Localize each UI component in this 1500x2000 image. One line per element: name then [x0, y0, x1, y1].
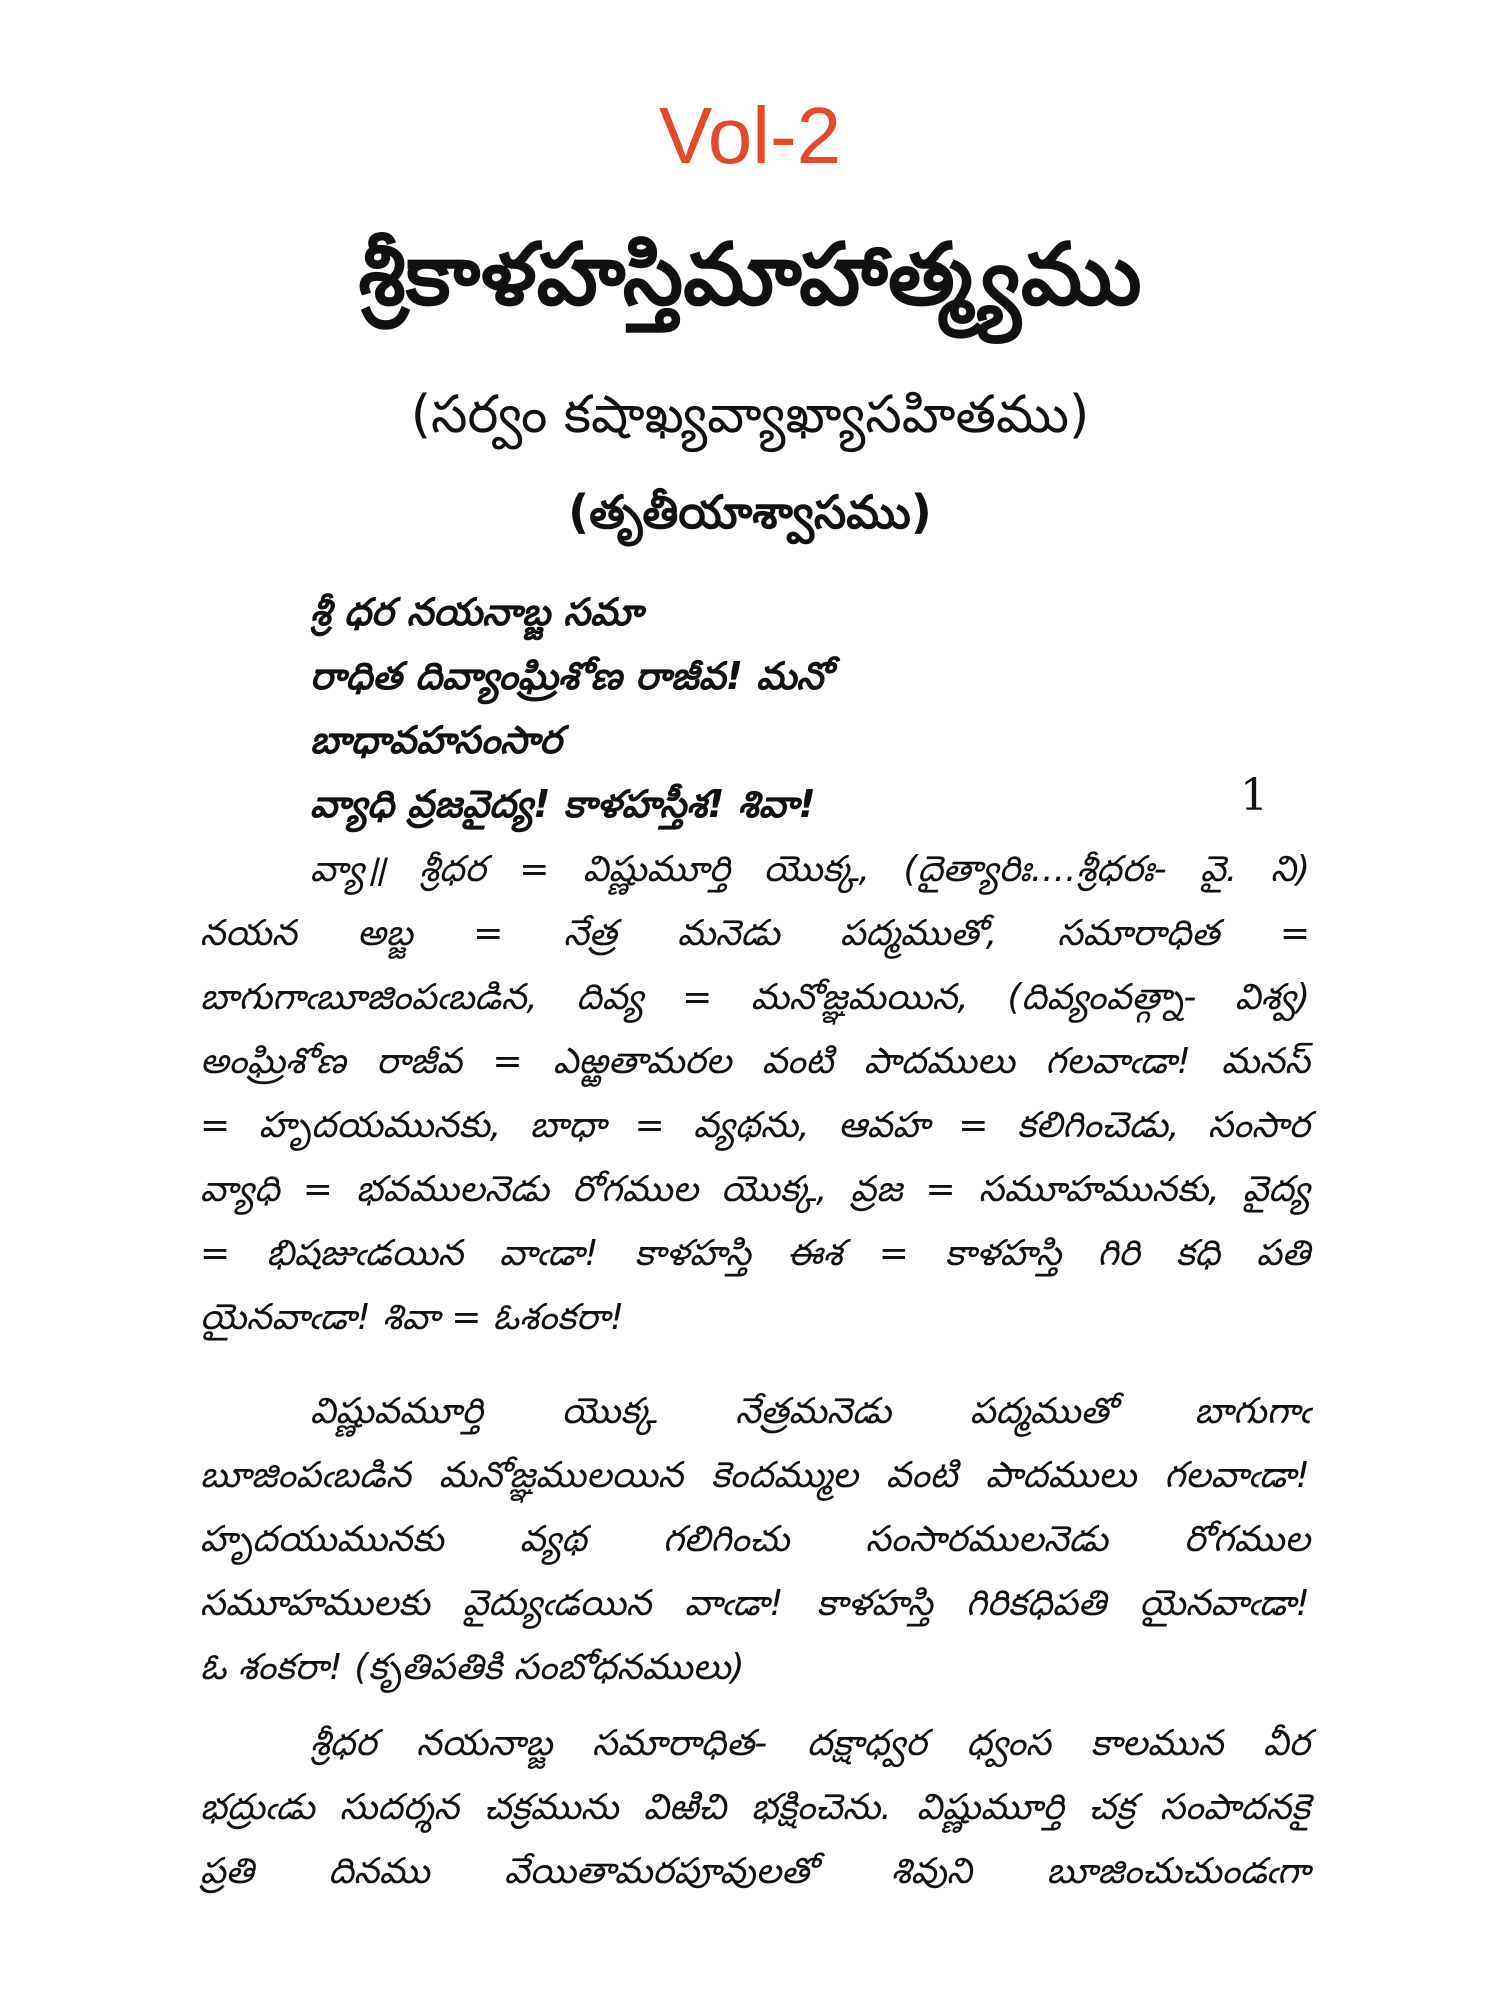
volume-label: Vol-2	[658, 91, 842, 180]
verse-line: రాధిత దివ్యాంఘ్రిశోణ రాజీవ! మనో	[310, 654, 831, 698]
chapter-title: (తృతీయాశ్వాసము)	[568, 485, 932, 539]
paragraph-line: విష్ణువమూర్తి యొక్క నేత్రమనెడు పద్మముతో బాగుగాఁ	[310, 1391, 1310, 1432]
paragraph-line: = భిషజుఁడయిన వాఁడా! కాళహస్తి ఈశ = కాళహస్తి గిరి కధి పతి	[200, 1233, 1310, 1274]
commentary-paragraph	[200, 838, 1310, 1350]
paragraph-line: బాగుగాఁబూజింపఁబడిన, దివ్య = మనోజ్ఞమయిన, (దివ్యంవత్గ్నా- విశ్వ)	[200, 977, 1310, 1018]
explanation-paragraph	[200, 1712, 1310, 1904]
paragraph-line: సమూహములకు వైద్యుఁడయిన వాఁడా! కాళహస్తి గిరికధిపతి యైనవాఁడా!	[200, 1583, 1310, 1624]
verse-line: శ్రీ ధర నయనాబ్జ సమా	[310, 590, 643, 634]
paragraph-line: నయన అబ్జ = నేత్ర మనెడు పద్మముతో, సమారాధిత =	[200, 913, 1310, 954]
book-title: శ్రీకాళహస్తిమాహాత్మ్యము	[358, 225, 1142, 325]
paragraph-line: ఓ శంకరా! (కృతిపతికి సంబోధనములు)	[200, 1647, 745, 1688]
verse-line: బాధావహసంసార	[310, 718, 562, 762]
paragraph-line: అంఘ్రిశోణ రాజీవ = ఎఱ్ఱతామరల వంటి పాదములు గలవాఁడా! మనస్	[200, 1041, 1310, 1082]
paragraph-line: బూజింపఁబడిన మనోజ్ఞములయిన కెందమ్ముల వంటి పాదములు గలవాఁడా!	[200, 1455, 1310, 1496]
paragraph-line: వ్యా॥ శ్రీధర = విష్ణుమూర్తి యొక్క, (దైత్యారిః....శ్రీధరః- వై. ని)	[310, 849, 1310, 890]
paragraph-line: ప్రతి దినము వేయితామరపూవులతో శివుని బూజించుచుండఁగా	[200, 1851, 1310, 1892]
verse-number: 1	[1240, 770, 1268, 821]
translation-paragraph	[200, 1380, 1310, 1700]
paragraph-line: వ్యాధి = భవములనెడు రోగముల యొక్క, వ్రజ = సమూహమునకు, వైద్య	[200, 1169, 1310, 1210]
paragraph-line: యైనవాఁడా! శివా = ఓశంకరా!	[200, 1297, 625, 1338]
paragraph-line: శ్రీధర నయనాబ్జ సమారాధిత- దక్షాధ్వర ధ్వంస కాలమున వీర	[310, 1723, 1310, 1764]
book-subtitle: (సర్వం కషాఖ్యవ్యాఖ్యాసహితము)	[410, 385, 1090, 445]
paragraph-line: = హృదయమునకు, బాధా = వ్యథను, ఆవహ = కలిగించెడు, సంసార	[200, 1105, 1310, 1146]
verse-block	[310, 580, 1310, 836]
verse-line: వ్యాధి వ్రజవైద్య! కాళహస్తీశ! శివా!	[310, 782, 816, 826]
paragraph-line: హృదయుమునకు వ్యథ గలిగించు సంసారములనెడు రోగముల	[200, 1519, 1310, 1560]
paragraph-line: భద్రుఁడు సుదర్శన చక్రమును విఱిచి భక్షించెను. విష్ణుమూర్తి చక్ర సంపాదనకై	[200, 1787, 1310, 1828]
